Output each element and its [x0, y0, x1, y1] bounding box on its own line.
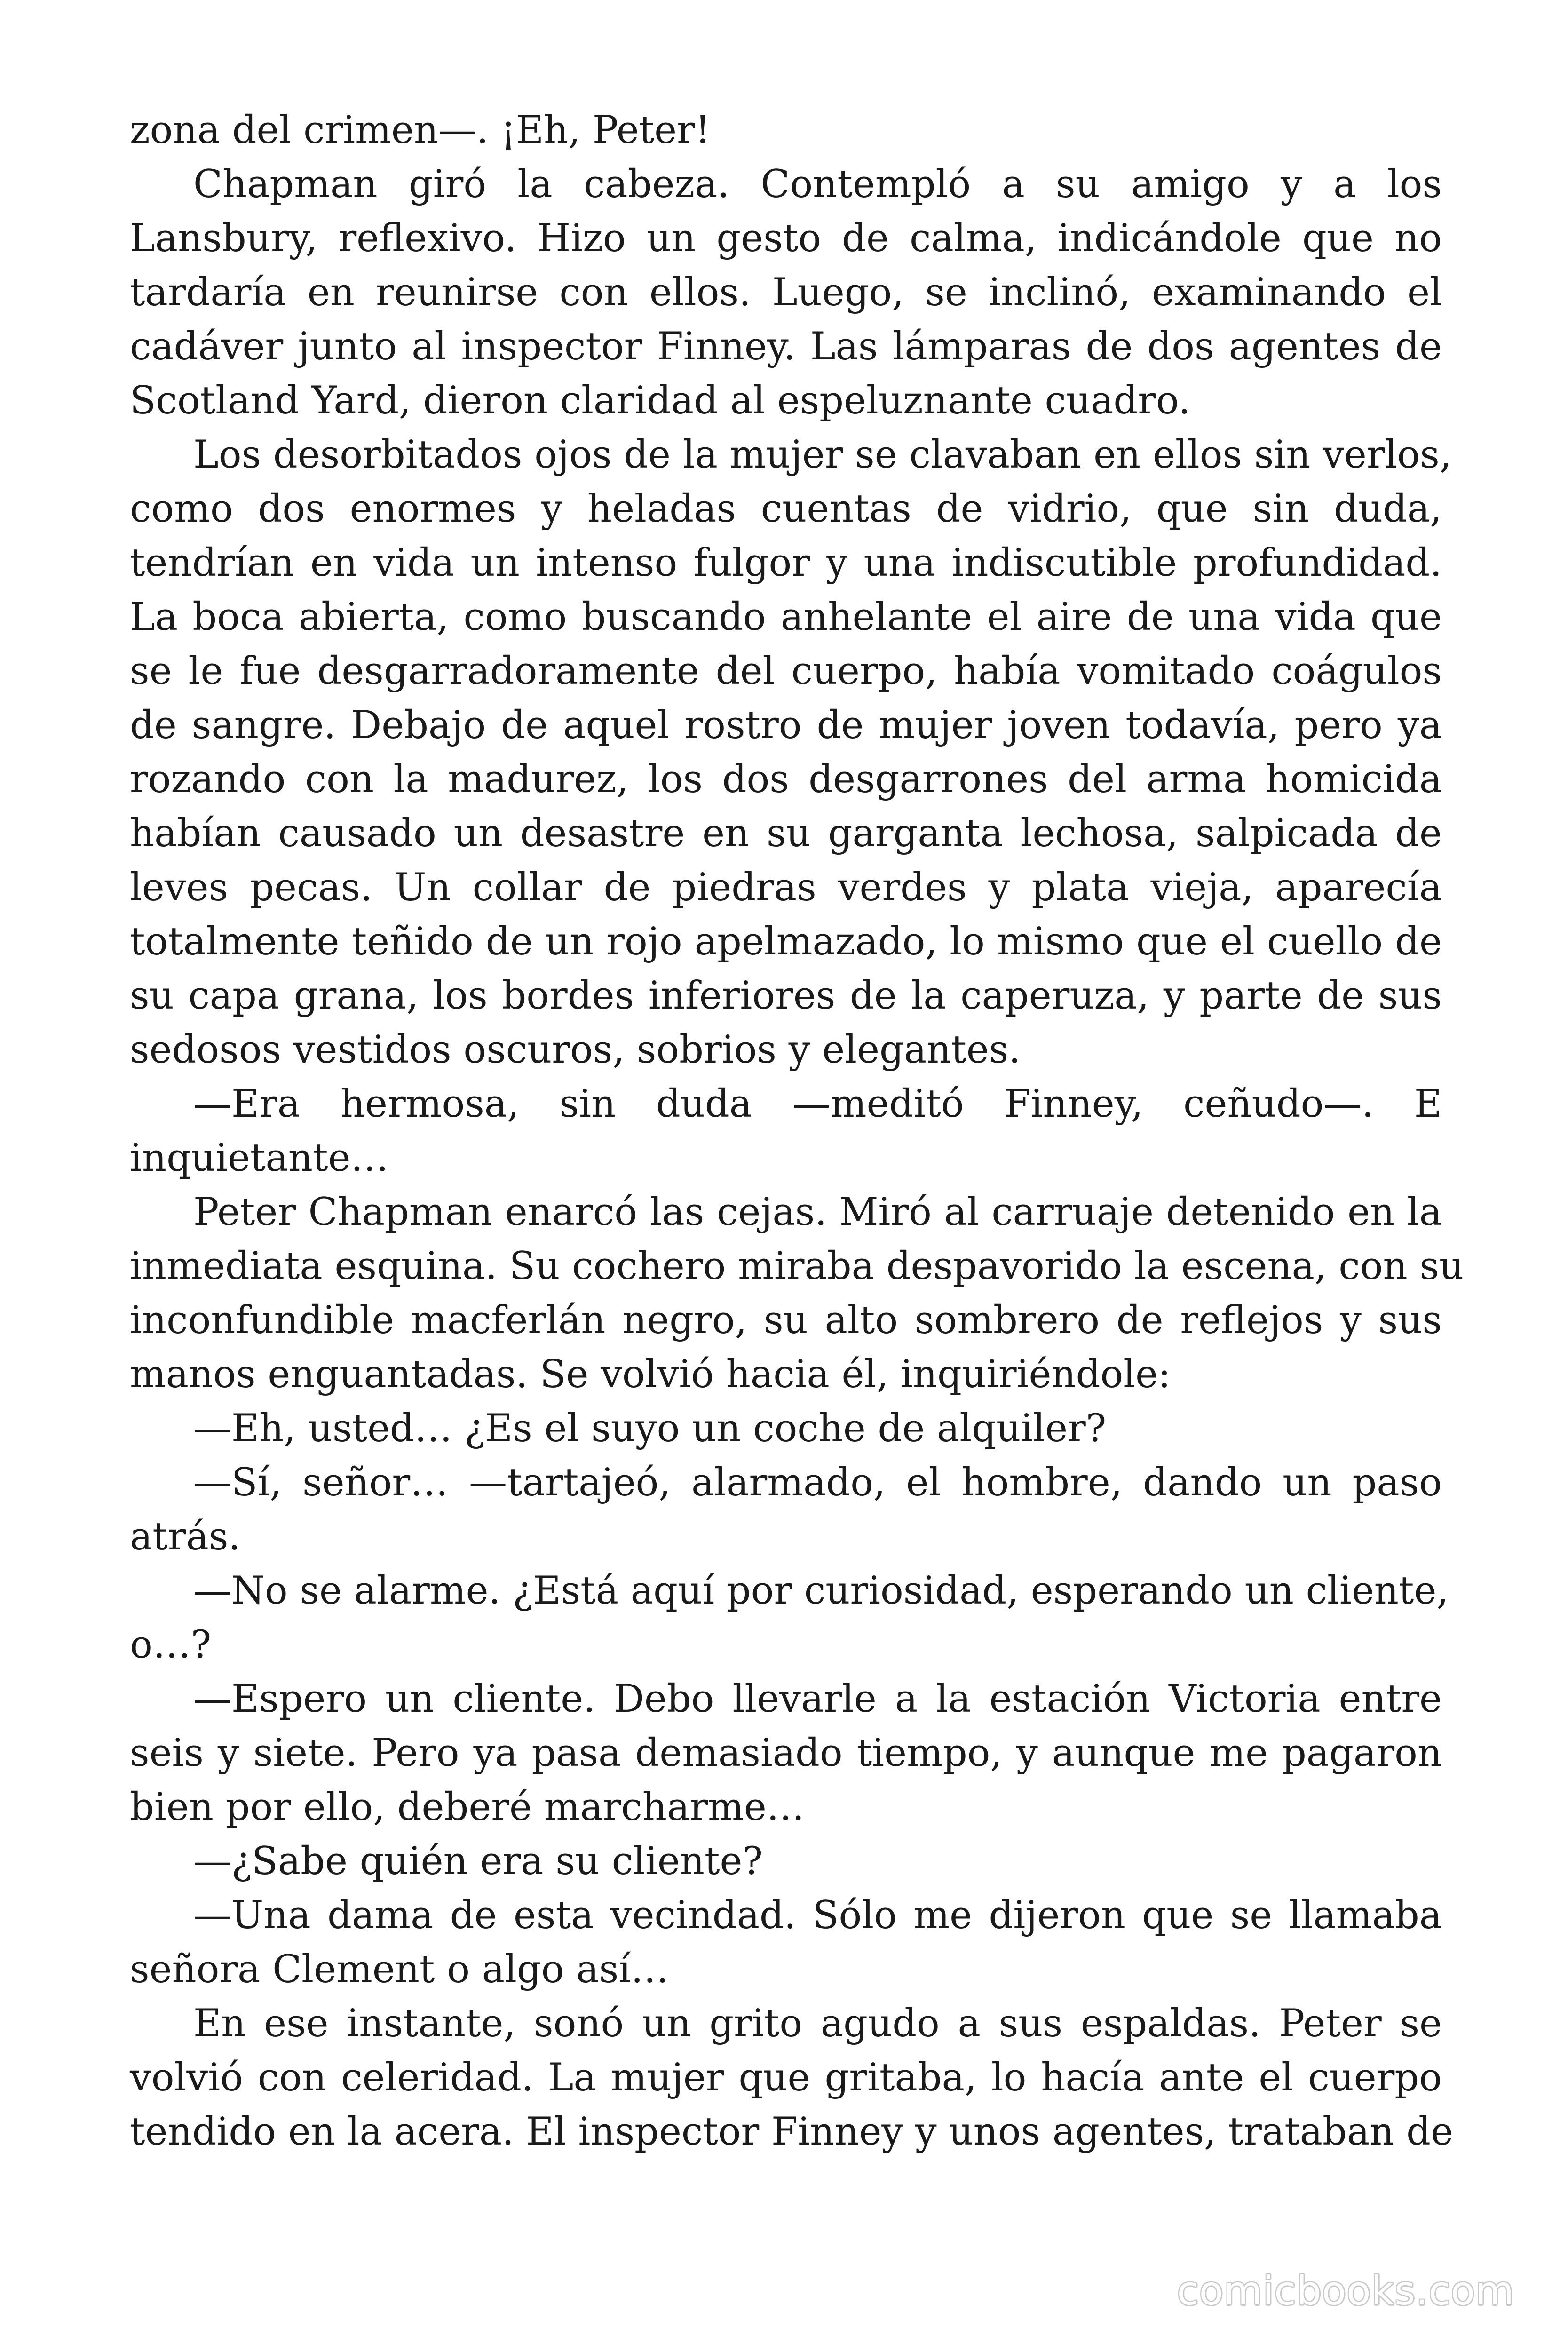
text-line: tendrían en vida un intenso fulgor y una indiscutible profundidad. — [130, 541, 1442, 585]
text-line: inconfundible macferlán negro, su alto sombrero de reflejos y sus — [130, 1298, 1442, 1343]
text-line: sedosos vestidos oscuros, sobrios y elegantes. — [130, 1028, 1021, 1072]
text-line: —Eh, usted… ¿Es el suyo un coche de alquiler? — [193, 1406, 1107, 1451]
text-line: En ese instante, sonó un grito agudo a sus espaldas. Peter se — [193, 2002, 1442, 2046]
text-line: Scotland Yard, dieron claridad al espeluznante cuadro. — [130, 379, 1191, 423]
text-line: bien por ello, deberé marcharme… — [130, 1785, 805, 1829]
book-page — [130, 103, 1464, 2249]
text-line: —Espero un cliente. Debo llevarle a la estación Victoria entre — [193, 1677, 1442, 1721]
text-line: volvió con celeridad. La mujer que gritaba, lo hacía ante el cuerpo — [130, 2056, 1442, 2100]
text-line: cadáver junto al inspector Finney. Las lámparas de dos agentes de — [130, 325, 1442, 369]
text-line: atrás. — [130, 1515, 241, 1559]
text-line: manos enguantadas. Se volvió hacia él, inquiriéndole: — [130, 1352, 1171, 1397]
text-line: señora Clement o algo así… — [130, 1947, 669, 1992]
text-line: Chapman giró la cabeza. Contempló a su amigo y a los — [193, 162, 1442, 207]
text-line: su capa grana, los bordes inferiores de la caperuza, y parte de sus — [130, 974, 1442, 1018]
text-line: totalmente teñido de un rojo apelmazado, lo mismo que el cuello de — [130, 920, 1442, 964]
text-line: —Una dama de esta vecindad. Sólo me dijeron que se llamaba — [193, 1893, 1442, 1938]
text-line: inmediata esquina. Su cochero miraba despavorido la escena, con su — [130, 1244, 1464, 1288]
text-line: La boca abierta, como buscando anhelante el aire de una vida que — [130, 595, 1442, 639]
text-line: rozando con la madurez, los dos desgarrones del arma homicida — [130, 757, 1442, 802]
text-line: —Era hermosa, sin duda —meditó Finney, ceñudo—. E — [193, 1082, 1442, 1126]
site-watermark: comicbooks.com — [1177, 2268, 1514, 2314]
text-line: zona del crimen—. ¡Eh, Peter! — [130, 108, 711, 152]
text-line: se le fue desgarradoramente del cuerpo, había vomitado coágulos — [130, 649, 1442, 693]
text-line: Peter Chapman enarcó las cejas. Miró al carruaje detenido en la — [193, 1190, 1442, 1234]
text-line: inquietante… — [130, 1136, 389, 1180]
text-line: Lansbury, reflexivo. Hizo un gesto de calma, indicándole que no — [130, 216, 1442, 261]
text-line: —¿Sabe quién era su cliente? — [193, 1839, 763, 1883]
text-line: de sangre. Debajo de aquel rostro de mujer joven todavía, pero ya — [130, 703, 1442, 747]
text-line: tardaría en reunirse con ellos. Luego, se inclinó, examinando el — [130, 270, 1442, 315]
text-line: —Sí, señor… —tartajeó, alarmado, el hombre, dando un paso — [193, 1461, 1442, 1505]
text-line: —No se alarme. ¿Está aquí por curiosidad, esperando un cliente, — [193, 1569, 1449, 1613]
text-line: leves pecas. Un collar de piedras verdes y plata vieja, aparecía — [130, 866, 1442, 910]
text-line: seis y siete. Pero ya pasa demasiado tiempo, y aunque me pagaron — [130, 1731, 1442, 1775]
text-line: habían causado un desastre en su garganta lechosa, salpicada de — [130, 811, 1442, 856]
text-line: como dos enormes y heladas cuentas de vidrio, que sin duda, — [130, 487, 1442, 531]
text-line: Los desorbitados ojos de la mujer se clavaban en ellos sin verlos, — [193, 433, 1452, 477]
text-line: tendido en la acera. El inspector Finney y unos agentes, trataban de — [130, 2110, 1453, 2154]
text-line: o…? — [130, 1623, 212, 1667]
